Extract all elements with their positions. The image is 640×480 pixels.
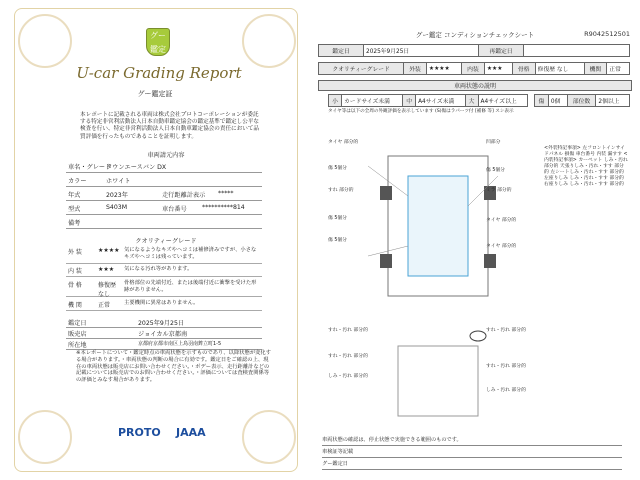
shop-row: 販売店 ジョイカル京都南 <box>66 329 262 339</box>
remarks-panel: <外装特記事項> 左フロントインサイドパネル 損傷 車台番号 内装 漏すす <内装特記事項> カーペット しみ・汚れ 部分的 天張りしみ・汚れ・すす 部分的 左シートしみ・汚れ・すす 部分的 左座りしみ しみ・汚れ・すす 部分的 右座りしみ しみ・汚れ・すす 部分的 <box>544 146 628 187</box>
vehicle-row: カラー ホワイト <box>66 176 262 187</box>
sheet-title: グー鑑定 コンディションチェックシート <box>415 31 535 39</box>
grade-row: 機 関 正常 主要機関に異常はありません。 <box>66 300 262 311</box>
wheel <box>380 186 392 200</box>
sheet-footer: 車両状態の確認は、停止状態で実施できる範囲のものです。 車検証等記載 グー鑑定日 <box>322 434 622 470</box>
corner-ornament <box>18 14 72 68</box>
vehicle-row: 型式 S403M 車台番号 **********814 <box>66 204 262 215</box>
report-code: R9042512501 <box>584 30 630 38</box>
corner-ornament <box>18 410 72 464</box>
grading-certificate <box>0 0 310 480</box>
vehicle-row: 備考 <box>66 218 262 229</box>
goo-badge-icon <box>146 28 170 56</box>
grade-row: 外 装 ★★★★ 気になるようなキズやヘコミは補修済みですが、小さなキズやヘコミは残っています。 <box>66 247 262 264</box>
report-title: U-car Grading Report <box>76 64 242 82</box>
vehicle-row: 年式 2023年 走行距離計表示 ***** <box>66 190 262 201</box>
notes-text: ※本レポートについて・鑑定時点の車両状態を示すものであり、以降状態が変化する場合があります。・車両状態の判断の場合に有効です。鑑定日をご確認の上、現在の車両状態は販売店にお問い合わせください。・ボデー表示、走行距離計などの記載については販売店でのお問い合わせください。・評価については査検査関係等の評価とみなす場合があります。 <box>76 350 272 384</box>
roof-panel <box>408 176 468 276</box>
jaaa-logo: JAAA <box>176 426 206 439</box>
damage-table: 傷 0個 部位数 2個以上 <box>534 94 630 107</box>
grade-row: 内 装 ★★★ 気になる汚れ等があります。 <box>66 266 262 277</box>
grade-table: クオリティーグレード 外装 ★★★★ 内装 ★★★ 骨格 修復歴 なし 機関 正常 <box>318 62 630 75</box>
report-subtitle: グー鑑定証 <box>137 90 173 98</box>
legend-note: タイヤ等は以下の全周の外観評価を表示しています (S)傷はラパーツ付 [補修 等] スシ表示 <box>328 109 514 114</box>
interior-outline <box>398 346 478 416</box>
vehicle-row: 車名・グレード タウンエースバン DX <box>66 162 262 173</box>
corner-ornament <box>242 14 296 68</box>
steering-wheel-icon <box>470 331 486 341</box>
size-table: 小 カードサイズ未満 中 A4サイズ未満 大 A4サイズ以上 <box>328 94 528 107</box>
date-row: 鑑定日 2025年9月25日 <box>66 318 262 328</box>
corner-ornament <box>242 410 296 464</box>
proto-logo: PROTO <box>118 426 161 439</box>
wheel <box>380 254 392 268</box>
date-table: 鑑定日 2025年9月25日 再鑑定日 <box>318 44 630 57</box>
intro-text: 本レポートに記載される車両は株式会社プロトコーポレーションが委託する特定非営利活動法人日本自動車鑑定協会の鑑定基準で鑑定し公平な検査を行い、特定非営利活動法人日本自動車鑑定協会の責任において品質評価を行ったものであることを証明します。 <box>80 112 260 140</box>
address-row: 所在地 京都府京都市南区上鳥羽南鉾立町1-5 <box>66 340 262 350</box>
grade-row: 骨 格 修復歴 なし 骨格部位の先端付近、または後端付近に衝撃を受けた形跡がありません。 <box>66 280 262 297</box>
vehicle-section-header: 車両請元内容 <box>147 152 185 159</box>
condition-header: 車両状態の説明 <box>318 80 632 91</box>
wheel <box>484 254 496 268</box>
quality-section-header: クオリティーグレード <box>135 238 197 245</box>
condition-check-sheet: 鑑定日 2025年9月25日 再鑑定日 クオリティーグレード 外装 ★★★★ 内装 ★★★ 骨格 修復歴 なし 機関 正常 車両状態の説明 小 カードサイズ未満 中 A4サイズ未満 大 A4サイズ以上 傷 0個 部位数 2個以上 タイヤ等は以下の全周の外観評価を表示しています (S)傷はラパーツ付 [補修 等] スシ表示 タイヤ 部分的 凹部分 傷 5個分 すれ 部分的 傷 5個分 ミラ 部分的 タイヤ 部分的 傷 5個分 傷 5個分 タイヤ 部分的 すれ・汚れ 部分的 すれ・汚れ 部分的 すれ・汚れ 部分的 しみ・汚れ 部分的 すれ・汚れ 部分的 しみ・汚れ 部分的 <外装特記事項> 左フロントインサイドパネル 損傷 車台番号 内装 漏すす <内装特記事項> カーペット しみ・汚れ 部分的 天張りしみ・汚れ・すす 部分的 左シートしみ・汚れ・すす 部分的 左座りしみ しみ・汚れ・すす 部分的 右座りしみ しみ・汚れ・すす 部分的 車両状態の確認は、停止状態で実施できる範囲のものです。 車検証等記載 グー鑑定日 <box>318 26 632 466</box>
badge-text: グー鑑定 <box>150 31 166 54</box>
